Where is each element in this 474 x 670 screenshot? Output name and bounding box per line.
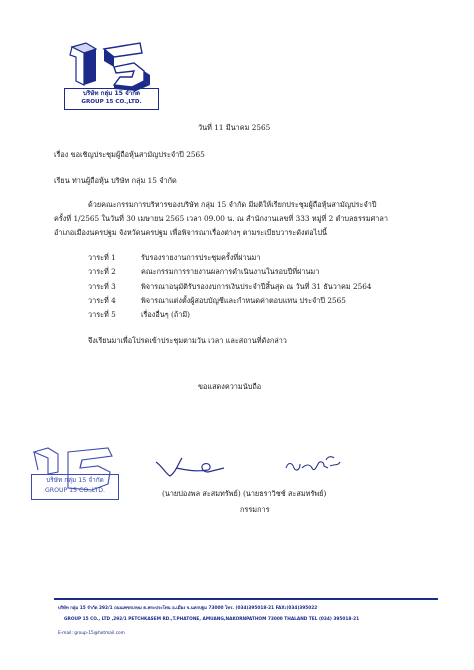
company-stamp-label — [31, 474, 119, 500]
agenda-number: วาระที่ 2 — [88, 267, 116, 276]
footer-address-en: GROUP 15 CO., LTD ,292/1 PETCHKASEM RD.,T.PHATONE, AMUANG,NAKORNPATHOM 73000 THALAND TEL (034) 395018-21 — [64, 617, 360, 622]
signatory-names: (นายปองพล สะสมทรัพย์) (นายธราวิชช์ สะสมทรัพย์) — [162, 489, 327, 498]
company-logo-label — [64, 88, 159, 110]
agenda-item: คณะกรรมการรายงานผลการดำเนินงานในรอบปีที่ผ่านมา — [141, 267, 320, 276]
closing-salutation: ขอแสดงความนับถือ — [198, 382, 262, 391]
body-paragraph-line: ด้วยคณะกรรมการบริหารของบริษัท กลุ่ม 15 จำกัด มีมติให้เรียกประชุมผู้ถือหุ้นสามัญประจำปี — [88, 200, 377, 209]
agenda-item: เรื่องอื่นๆ (ถ้ามี) — [141, 310, 190, 319]
stamp-name-th: บริษัท กลุ่ม 15 จำกัด — [46, 476, 104, 484]
agenda-number: วาระที่ 3 — [88, 282, 116, 291]
footer-address-th: บริษัท กลุ่ม 15 จำกัด 292/1 ถนนเพชรเกษม ต.พระประโทน อ.เมือง จ.นครปฐม 73000 โทร. (034)395018-21 FAX:(034)395022 — [58, 606, 318, 611]
letter-recipient: เรียน ท่านผู้ถือหุ้น บริษัท กลุ่ม 15 จำกัด — [54, 176, 177, 185]
agenda-item: รับรองรายงานการประชุมครั้งที่ผ่านมา — [141, 253, 261, 262]
agenda-number: วาระที่ 1 — [88, 253, 116, 262]
agenda-number: วาระที่ 5 — [88, 310, 116, 319]
body-paragraph-line: ครั้งที่ 1/2565 ในวันที่ 30 เมษายน 2565 เวลา 09.00 น. ณ สำนักงานเลขที่ 333 หมู่ที่ 2 ตำบลธรรมศาลา — [54, 214, 388, 223]
footer-divider — [54, 598, 438, 600]
letter-subject: เรื่อง ขอเชิญประชุมผู้ถือหุ้นสามัญประจำปี 2565 — [54, 150, 205, 159]
stamp-name-en: GROUP 15 CO.,LTD. — [44, 487, 105, 494]
agenda-item: พิจารณาอนุมัติรับรองงบการเงินประจำปีสิ้นสุด ณ วันที่ 31 ธันวาคม 2564 — [141, 282, 372, 291]
body-paragraph-line: อำเภอเมืองนครปฐม จังหวัดนครปฐม เพื่อพิจารณาเรื่องต่างๆ ตามระเบียบวาระดังต่อไปนี้ — [54, 228, 327, 237]
signature-1 — [152, 450, 228, 480]
closing-request: จึงเรียนมาเพื่อโปรดเข้าประชุมตามวัน เวลา และสถานที่ดังกล่าว — [88, 336, 287, 345]
company-name-en: GROUP 15 CO.,LTD. — [81, 99, 142, 105]
agenda-item: พิจารณาแต่งตั้งผู้สอบบัญชีและกำหนดค่าตอบแทน ประจำปี 2565 — [141, 296, 346, 305]
agenda-number: วาระที่ 4 — [88, 296, 116, 305]
footer-email: E-mail: group-15@hotmail.com — [58, 631, 125, 636]
signatory-title: กรรมการ — [240, 505, 270, 514]
company-name-th: บริษัท กลุ่ม 15 จำกัด — [83, 90, 140, 97]
signature-2 — [282, 452, 342, 478]
letter-date: วันที่ 11 มีนาคม 2565 — [198, 123, 271, 132]
